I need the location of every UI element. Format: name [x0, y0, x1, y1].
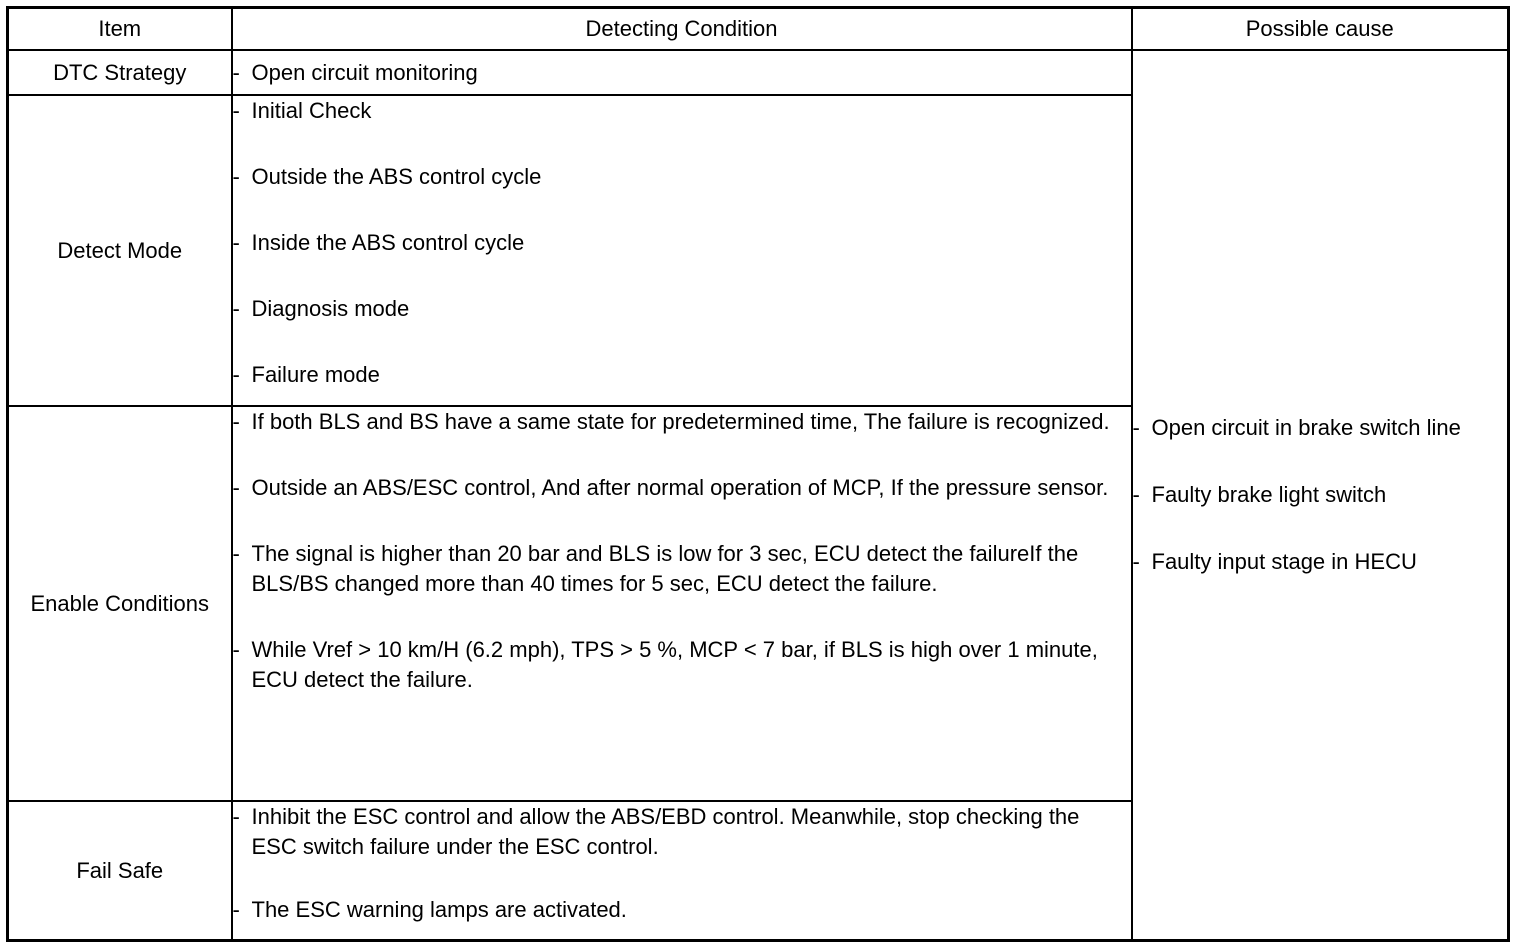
condition-item: - Outside an ABS/ESC control, And after normal operation of MCP, If the pressure sensor.	[233, 473, 1131, 503]
condition-item: - Diagnosis mode	[233, 294, 1131, 324]
condition-item: - The ESC warning lamps are activated.	[233, 895, 1131, 925]
condition-item: - Failure mode	[233, 360, 1131, 390]
item-enable-conditions: Enable Conditions	[8, 406, 232, 801]
header-item: Item	[8, 8, 232, 51]
dtc-spec-table	[6, 6, 1510, 942]
conditions-dtc-strategy	[232, 50, 1132, 95]
header-detecting-condition: Detecting Condition	[232, 8, 1132, 51]
condition-item: - While Vref > 10 km/H (6.2 mph), TPS > 5 %, MCP < 7 bar, if BLS is high over 1 minute, ECU detect the failure.	[233, 635, 1131, 695]
item-detect-mode: Detect Mode	[8, 95, 232, 406]
item-fail-safe: Fail Safe	[8, 801, 232, 941]
cause-item: - Faulty brake light switch	[1133, 480, 1508, 510]
item-dtc-strategy: DTC Strategy	[8, 50, 232, 95]
conditions-detect-mode	[232, 95, 1132, 406]
condition-item: - The signal is higher than 20 bar and BLS is low for 3 sec, ECU detect the failureIf the BLS/BS changed more than 40 times for 5 sec, ECU detect the failure.	[233, 539, 1131, 599]
condition-item: - Inside the ABS control cycle	[233, 228, 1131, 258]
condition-item: - Open circuit monitoring	[233, 58, 1131, 88]
condition-item: - Inhibit the ESC control and allow the ABS/EBD control. Meanwhile, stop checking the ESC switch failure under the ESC control.	[233, 802, 1131, 862]
possible-cause-cell	[1132, 50, 1509, 941]
cause-item: - Open circuit in brake switch line	[1133, 413, 1508, 443]
header-row	[8, 8, 1509, 51]
condition-item: - Outside the ABS control cycle	[233, 162, 1131, 192]
header-possible-cause: Possible cause	[1132, 8, 1509, 51]
conditions-fail-safe	[232, 801, 1132, 941]
cause-item: - Faulty input stage in HECU	[1133, 547, 1508, 577]
conditions-enable-conditions	[232, 406, 1132, 801]
row-dtc-strategy	[8, 50, 1509, 95]
condition-item: - Initial Check	[233, 96, 1131, 126]
condition-item: - If both BLS and BS have a same state for predetermined time, The failure is recognized.	[233, 407, 1131, 437]
